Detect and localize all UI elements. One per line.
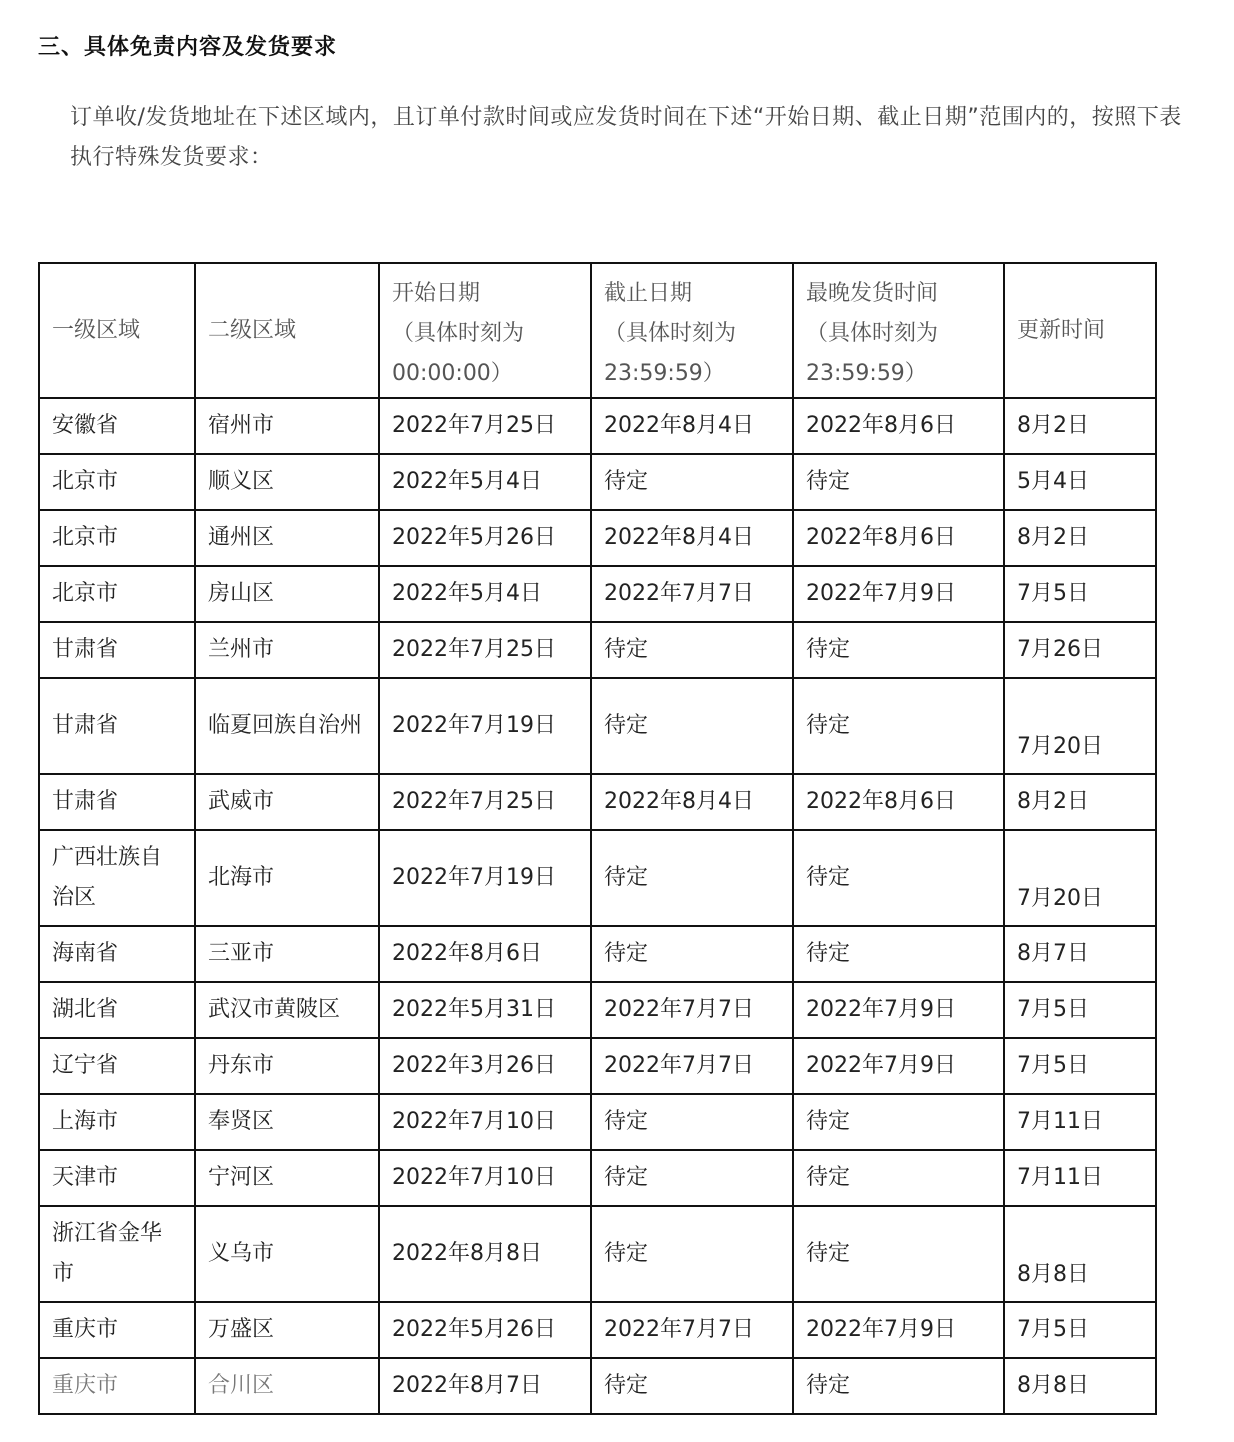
- cell-level1: 北京市: [39, 510, 195, 566]
- cell-start: 2022年7月25日: [379, 398, 591, 454]
- cell-start: 2022年7月10日: [379, 1094, 591, 1150]
- header-start-title: 开始日期: [392, 281, 481, 306]
- cell-latest: 2022年8月6日: [793, 774, 1004, 830]
- cell-start: 2022年7月25日: [379, 622, 591, 678]
- cell-updated: 8月2日: [1004, 774, 1156, 830]
- table-row: [39, 830, 1156, 926]
- table-row: [39, 1302, 1156, 1358]
- cell-end: 2022年7月7日: [591, 1038, 793, 1094]
- cell-end: 待定: [591, 678, 793, 774]
- cell-start: 2022年5月26日: [379, 510, 591, 566]
- cell-updated: 8月8日: [1004, 1358, 1156, 1414]
- cell-end: 2022年8月4日: [591, 774, 793, 830]
- cell-latest: 待定: [793, 454, 1004, 510]
- header-latest-sub: （具体时刻为23:59:59）: [806, 321, 939, 386]
- cell-updated: 7月26日: [1004, 622, 1156, 678]
- cell-updated: 7月11日: [1004, 1094, 1156, 1150]
- cell-start: 2022年8月8日: [379, 1206, 591, 1302]
- cell-updated: 7月5日: [1004, 1038, 1156, 1094]
- cell-updated: 7月20日: [1004, 830, 1156, 926]
- section-title: 三、具体免责内容及发货要求: [38, 35, 338, 60]
- cell-updated: 8月2日: [1004, 510, 1156, 566]
- cell-level1: 浙江省金华市: [39, 1206, 195, 1302]
- cell-end: 待定: [591, 454, 793, 510]
- cell-updated: 7月5日: [1004, 1302, 1156, 1358]
- cell-start: 2022年7月10日: [379, 1150, 591, 1206]
- cell-level2: 顺义区: [195, 454, 379, 510]
- header-latest-ship: [793, 263, 1004, 398]
- cell-latest: 待定: [793, 830, 1004, 926]
- cell-start: 2022年5月4日: [379, 454, 591, 510]
- cell-level2: 北海市: [195, 830, 379, 926]
- cell-latest: 2022年7月9日: [793, 1038, 1004, 1094]
- cell-latest: 待定: [793, 1094, 1004, 1150]
- table-row: [39, 926, 1156, 982]
- cell-end: 待定: [591, 1206, 793, 1302]
- cell-level1: 北京市: [39, 454, 195, 510]
- header-level1: 一级区域: [39, 263, 195, 398]
- header-end-sub: （具体时刻为23:59:59）: [604, 321, 737, 386]
- cell-end: 2022年8月4日: [591, 510, 793, 566]
- cell-latest: 待定: [793, 622, 1004, 678]
- cell-end: 待定: [591, 830, 793, 926]
- cell-updated: 7月20日: [1004, 678, 1156, 774]
- cell-updated: 8月8日: [1004, 1206, 1156, 1302]
- table-row: [39, 1358, 1156, 1414]
- cell-level1: 甘肃省: [39, 622, 195, 678]
- cell-level2: 临夏回族自治州: [195, 678, 379, 774]
- cell-start: 2022年5月4日: [379, 566, 591, 622]
- cell-end: 待定: [591, 1358, 793, 1414]
- cell-latest: 待定: [793, 1358, 1004, 1414]
- cell-level1: 甘肃省: [39, 678, 195, 774]
- cell-latest: 待定: [793, 1150, 1004, 1206]
- cell-level1: 海南省: [39, 926, 195, 982]
- table-row: [39, 566, 1156, 622]
- cell-start: 2022年3月26日: [379, 1038, 591, 1094]
- cell-level2: 万盛区: [195, 1302, 379, 1358]
- cell-level1: 上海市: [39, 1094, 195, 1150]
- cell-start: 2022年8月6日: [379, 926, 591, 982]
- cell-updated: 8月2日: [1004, 398, 1156, 454]
- cell-end: 待定: [591, 1150, 793, 1206]
- cell-start: 2022年7月19日: [379, 830, 591, 926]
- header-level2: 二级区域: [195, 263, 379, 398]
- cell-updated: 7月11日: [1004, 1150, 1156, 1206]
- cell-level2: 义乌市: [195, 1206, 379, 1302]
- cell-start: 2022年5月26日: [379, 1302, 591, 1358]
- cell-level1: 辽宁省: [39, 1038, 195, 1094]
- table-row: [39, 982, 1156, 1038]
- cell-end: 2022年7月7日: [591, 982, 793, 1038]
- cell-end: 2022年7月7日: [591, 566, 793, 622]
- header-end-date: [591, 263, 793, 398]
- cell-updated: 8月7日: [1004, 926, 1156, 982]
- cell-level2: 丹东市: [195, 1038, 379, 1094]
- cell-end: 待定: [591, 1094, 793, 1150]
- cell-level1: 北京市: [39, 566, 195, 622]
- table-row: [39, 1038, 1156, 1094]
- table-row: [39, 774, 1156, 830]
- header-end-title: 截止日期: [604, 281, 693, 306]
- cell-latest: 待定: [793, 926, 1004, 982]
- cell-level1: 安徽省: [39, 398, 195, 454]
- cell-level2: 宁河区: [195, 1150, 379, 1206]
- cell-latest: 待定: [793, 678, 1004, 774]
- cell-level2: 三亚市: [195, 926, 379, 982]
- table-row: [39, 510, 1156, 566]
- header-latest-title: 最晚发货时间: [806, 281, 939, 306]
- table-row: [39, 398, 1156, 454]
- cell-level2: 通州区: [195, 510, 379, 566]
- table-row: [39, 678, 1156, 774]
- table-row: [39, 1150, 1156, 1206]
- cell-level2: 武汉市黄陂区: [195, 982, 379, 1038]
- header-start-date: [379, 263, 591, 398]
- cell-latest: 2022年7月9日: [793, 566, 1004, 622]
- cell-level2: 房山区: [195, 566, 379, 622]
- cell-latest: 2022年8月6日: [793, 510, 1004, 566]
- cell-level1: 重庆市: [39, 1358, 195, 1414]
- cell-level1: 甘肃省: [39, 774, 195, 830]
- intro-paragraph: 订单收/发货地址在下述区域内，且订单付款时间或应发货时间在下述“开始日期、截止日期”范围内的，按照下表执行特殊发货要求：: [70, 105, 1182, 170]
- cell-level2: 武威市: [195, 774, 379, 830]
- cell-level2: 宿州市: [195, 398, 379, 454]
- cell-latest: 2022年7月9日: [793, 1302, 1004, 1358]
- cell-level2: 合川区: [195, 1358, 379, 1414]
- table-row: [39, 1206, 1156, 1302]
- cell-start: 2022年7月19日: [379, 678, 591, 774]
- cell-end: 2022年7月7日: [591, 1302, 793, 1358]
- cell-latest: 2022年8月6日: [793, 398, 1004, 454]
- cell-end: 2022年8月4日: [591, 398, 793, 454]
- cell-level1: 湖北省: [39, 982, 195, 1038]
- table-row: [39, 454, 1156, 510]
- table-header-row: [39, 263, 1156, 398]
- header-start-sub: （具体时刻为00:00:00）: [392, 321, 525, 386]
- cell-level1: 天津市: [39, 1150, 195, 1206]
- header-updated: 更新时间: [1004, 263, 1156, 398]
- cell-latest: 2022年7月9日: [793, 982, 1004, 1038]
- cell-latest: 待定: [793, 1206, 1004, 1302]
- cell-level2: 兰州市: [195, 622, 379, 678]
- table-row: [39, 1094, 1156, 1150]
- table-row: [39, 622, 1156, 678]
- cell-level1: 广西壮族自治区: [39, 830, 195, 926]
- cell-updated: 5月4日: [1004, 454, 1156, 510]
- cell-level1: 重庆市: [39, 1302, 195, 1358]
- cell-start: 2022年7月25日: [379, 774, 591, 830]
- cell-end: 待定: [591, 926, 793, 982]
- shipping-requirements-table: [38, 262, 1157, 1415]
- cell-end: 待定: [591, 622, 793, 678]
- cell-updated: 7月5日: [1004, 566, 1156, 622]
- cell-start: 2022年5月31日: [379, 982, 591, 1038]
- cell-level2: 奉贤区: [195, 1094, 379, 1150]
- cell-updated: 7月5日: [1004, 982, 1156, 1038]
- cell-start: 2022年8月7日: [379, 1358, 591, 1414]
